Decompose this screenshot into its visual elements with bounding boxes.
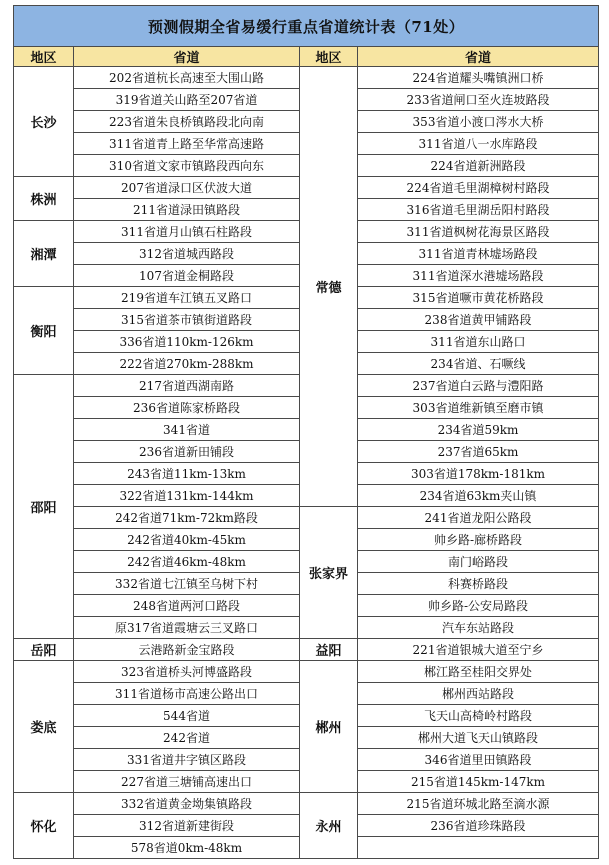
- road-cell: 311省道八一水库路段: [358, 133, 599, 155]
- region-cell: 湘潭: [14, 221, 74, 287]
- road-cell: 544省道: [74, 705, 300, 727]
- road-cell: 242省道: [74, 727, 300, 749]
- region-cell: 常德: [300, 67, 358, 507]
- table-title: 预测假期全省易缓行重点省道统计表（71处）: [14, 6, 599, 47]
- road-cell: 331省道井字镇区路段: [74, 749, 300, 771]
- road-cell: 311省道东山路口: [358, 331, 599, 353]
- road-cell: 原317省道霞塘云三叉路口: [74, 617, 300, 639]
- road-cell: 215省道环城北路至滴水源: [358, 793, 599, 815]
- road-cell: 217省道西湖南路: [74, 375, 300, 397]
- road-cell: 315省道茶市镇街道路段: [74, 309, 300, 331]
- table-row: [14, 67, 599, 89]
- header-region-left: 地区: [14, 47, 74, 67]
- road-cell: 云港路新金宝路段: [74, 639, 300, 661]
- road-cell: 202省道杭长高速至大围山路: [74, 67, 300, 89]
- statistics-table: [13, 5, 599, 859]
- road-cell: 311省道深水港墟场路段: [358, 265, 599, 287]
- table-row: [14, 639, 599, 661]
- road-cell: 322省道131km-144km: [74, 485, 300, 507]
- road-cell: 236省道珍珠路段: [358, 815, 599, 837]
- table-row: [14, 661, 599, 683]
- road-cell: 238省道黄甲铺路段: [358, 309, 599, 331]
- road-cell: 南门峪路段: [358, 551, 599, 573]
- road-cell: 107省道金桐路段: [74, 265, 300, 287]
- region-cell: 永州: [300, 793, 358, 859]
- road-cell: 233省道闸口至火连坡路段: [358, 89, 599, 111]
- road-cell: 219省道车江镇五叉路口: [74, 287, 300, 309]
- road-cell: 241省道龙阳公路段: [358, 507, 599, 529]
- road-cell: 323省道桥头河博盛路段: [74, 661, 300, 683]
- road-cell: 315省道噘市黄花桥路段: [358, 287, 599, 309]
- region-cell: 娄底: [14, 661, 74, 793]
- region-cell: 郴州: [300, 661, 358, 793]
- road-cell: 311省道青林墟场路段: [358, 243, 599, 265]
- header-row: [14, 47, 599, 67]
- road-cell: 319省道关山路至207省道: [74, 89, 300, 111]
- road-cell: 郴江路至桂阳交界处: [358, 661, 599, 683]
- road-cell: 郴州大道飞天山镇路段: [358, 727, 599, 749]
- road-cell: 236省道新田铺段: [74, 441, 300, 463]
- region-cell: 邵阳: [14, 375, 74, 639]
- road-cell: [358, 837, 599, 859]
- road-cell: 郴州西站路段: [358, 683, 599, 705]
- region-cell: 长沙: [14, 67, 74, 177]
- road-cell: 353省道小渡口涔水大桥: [358, 111, 599, 133]
- road-cell: 207省道渌口区伏波大道: [74, 177, 300, 199]
- road-cell: 336省道110km-126km: [74, 331, 300, 353]
- header-region-right: 地区: [300, 47, 358, 67]
- road-cell: 578省道0km-48km: [74, 837, 300, 859]
- region-cell: 益阳: [300, 639, 358, 661]
- road-cell: 311省道枫树花海景区路段: [358, 221, 599, 243]
- table-row: [14, 793, 599, 815]
- road-cell: 227省道三塘铺高速出口: [74, 771, 300, 793]
- road-cell: 飞天山高椅岭村路段: [358, 705, 599, 727]
- region-cell: 岳阳: [14, 639, 74, 661]
- road-cell: 222省道270km-288km: [74, 353, 300, 375]
- road-cell: 224省道耀头嘴镇洲口桥: [358, 67, 599, 89]
- road-cell: 243省道11km-13km: [74, 463, 300, 485]
- header-road-right: 省道: [358, 47, 599, 67]
- road-cell: 帅乡路-廊桥路段: [358, 529, 599, 551]
- road-cell: 311省道杨市高速公路出口: [74, 683, 300, 705]
- road-cell: 242省道71km-72km路段: [74, 507, 300, 529]
- road-cell: 234省道63km夹山镇: [358, 485, 599, 507]
- road-cell: 332省道黄金坳集镇路段: [74, 793, 300, 815]
- road-cell: 248省道两河口路段: [74, 595, 300, 617]
- region-cell: 怀化: [14, 793, 74, 859]
- road-cell: 211省道渌田镇路段: [74, 199, 300, 221]
- road-cell: 312省道城西路段: [74, 243, 300, 265]
- region-cell: 衡阳: [14, 287, 74, 375]
- road-cell: 242省道40km-45km: [74, 529, 300, 551]
- road-cell: 242省道46km-48km: [74, 551, 300, 573]
- road-cell: 224省道毛里湖樟树村路段: [358, 177, 599, 199]
- road-cell: 234省道59km: [358, 419, 599, 441]
- road-cell: 237省道65km: [358, 441, 599, 463]
- road-cell: 303省道178km-181km: [358, 463, 599, 485]
- road-cell: 332省道七江镇至乌树下村: [74, 573, 300, 595]
- road-cell: 312省道新建街段: [74, 815, 300, 837]
- road-cell: 311省道青上路至华常高速路: [74, 133, 300, 155]
- road-cell: 310省道文家市镇路段西向东: [74, 155, 300, 177]
- road-cell: 341省道: [74, 419, 300, 441]
- road-cell: 汽车东站路段: [358, 617, 599, 639]
- road-cell: 帅乡路-公安局路段: [358, 595, 599, 617]
- road-cell: 303省道维新镇至磨市镇: [358, 397, 599, 419]
- table-row: [14, 507, 599, 529]
- road-cell: 215省道145km-147km: [358, 771, 599, 793]
- road-cell: 223省道朱良桥镇路段北向南: [74, 111, 300, 133]
- region-cell: 株洲: [14, 177, 74, 221]
- header-road-left: 省道: [74, 47, 300, 67]
- road-cell: 316省道毛里湖岳阳村路段: [358, 199, 599, 221]
- road-cell: 236省道陈家桥路段: [74, 397, 300, 419]
- road-cell: 311省道月山镇石柱路段: [74, 221, 300, 243]
- region-cell: 张家界: [300, 507, 358, 639]
- road-cell: 科赛桥路段: [358, 573, 599, 595]
- road-cell: 237省道白云路与澧阳路: [358, 375, 599, 397]
- road-cell: 234省道、石噘线: [358, 353, 599, 375]
- title-row: [14, 6, 599, 47]
- road-cell: 224省道新洲路段: [358, 155, 599, 177]
- road-cell: 221省道银城大道至宁乡: [358, 639, 599, 661]
- road-cell: 346省道里田镇路段: [358, 749, 599, 771]
